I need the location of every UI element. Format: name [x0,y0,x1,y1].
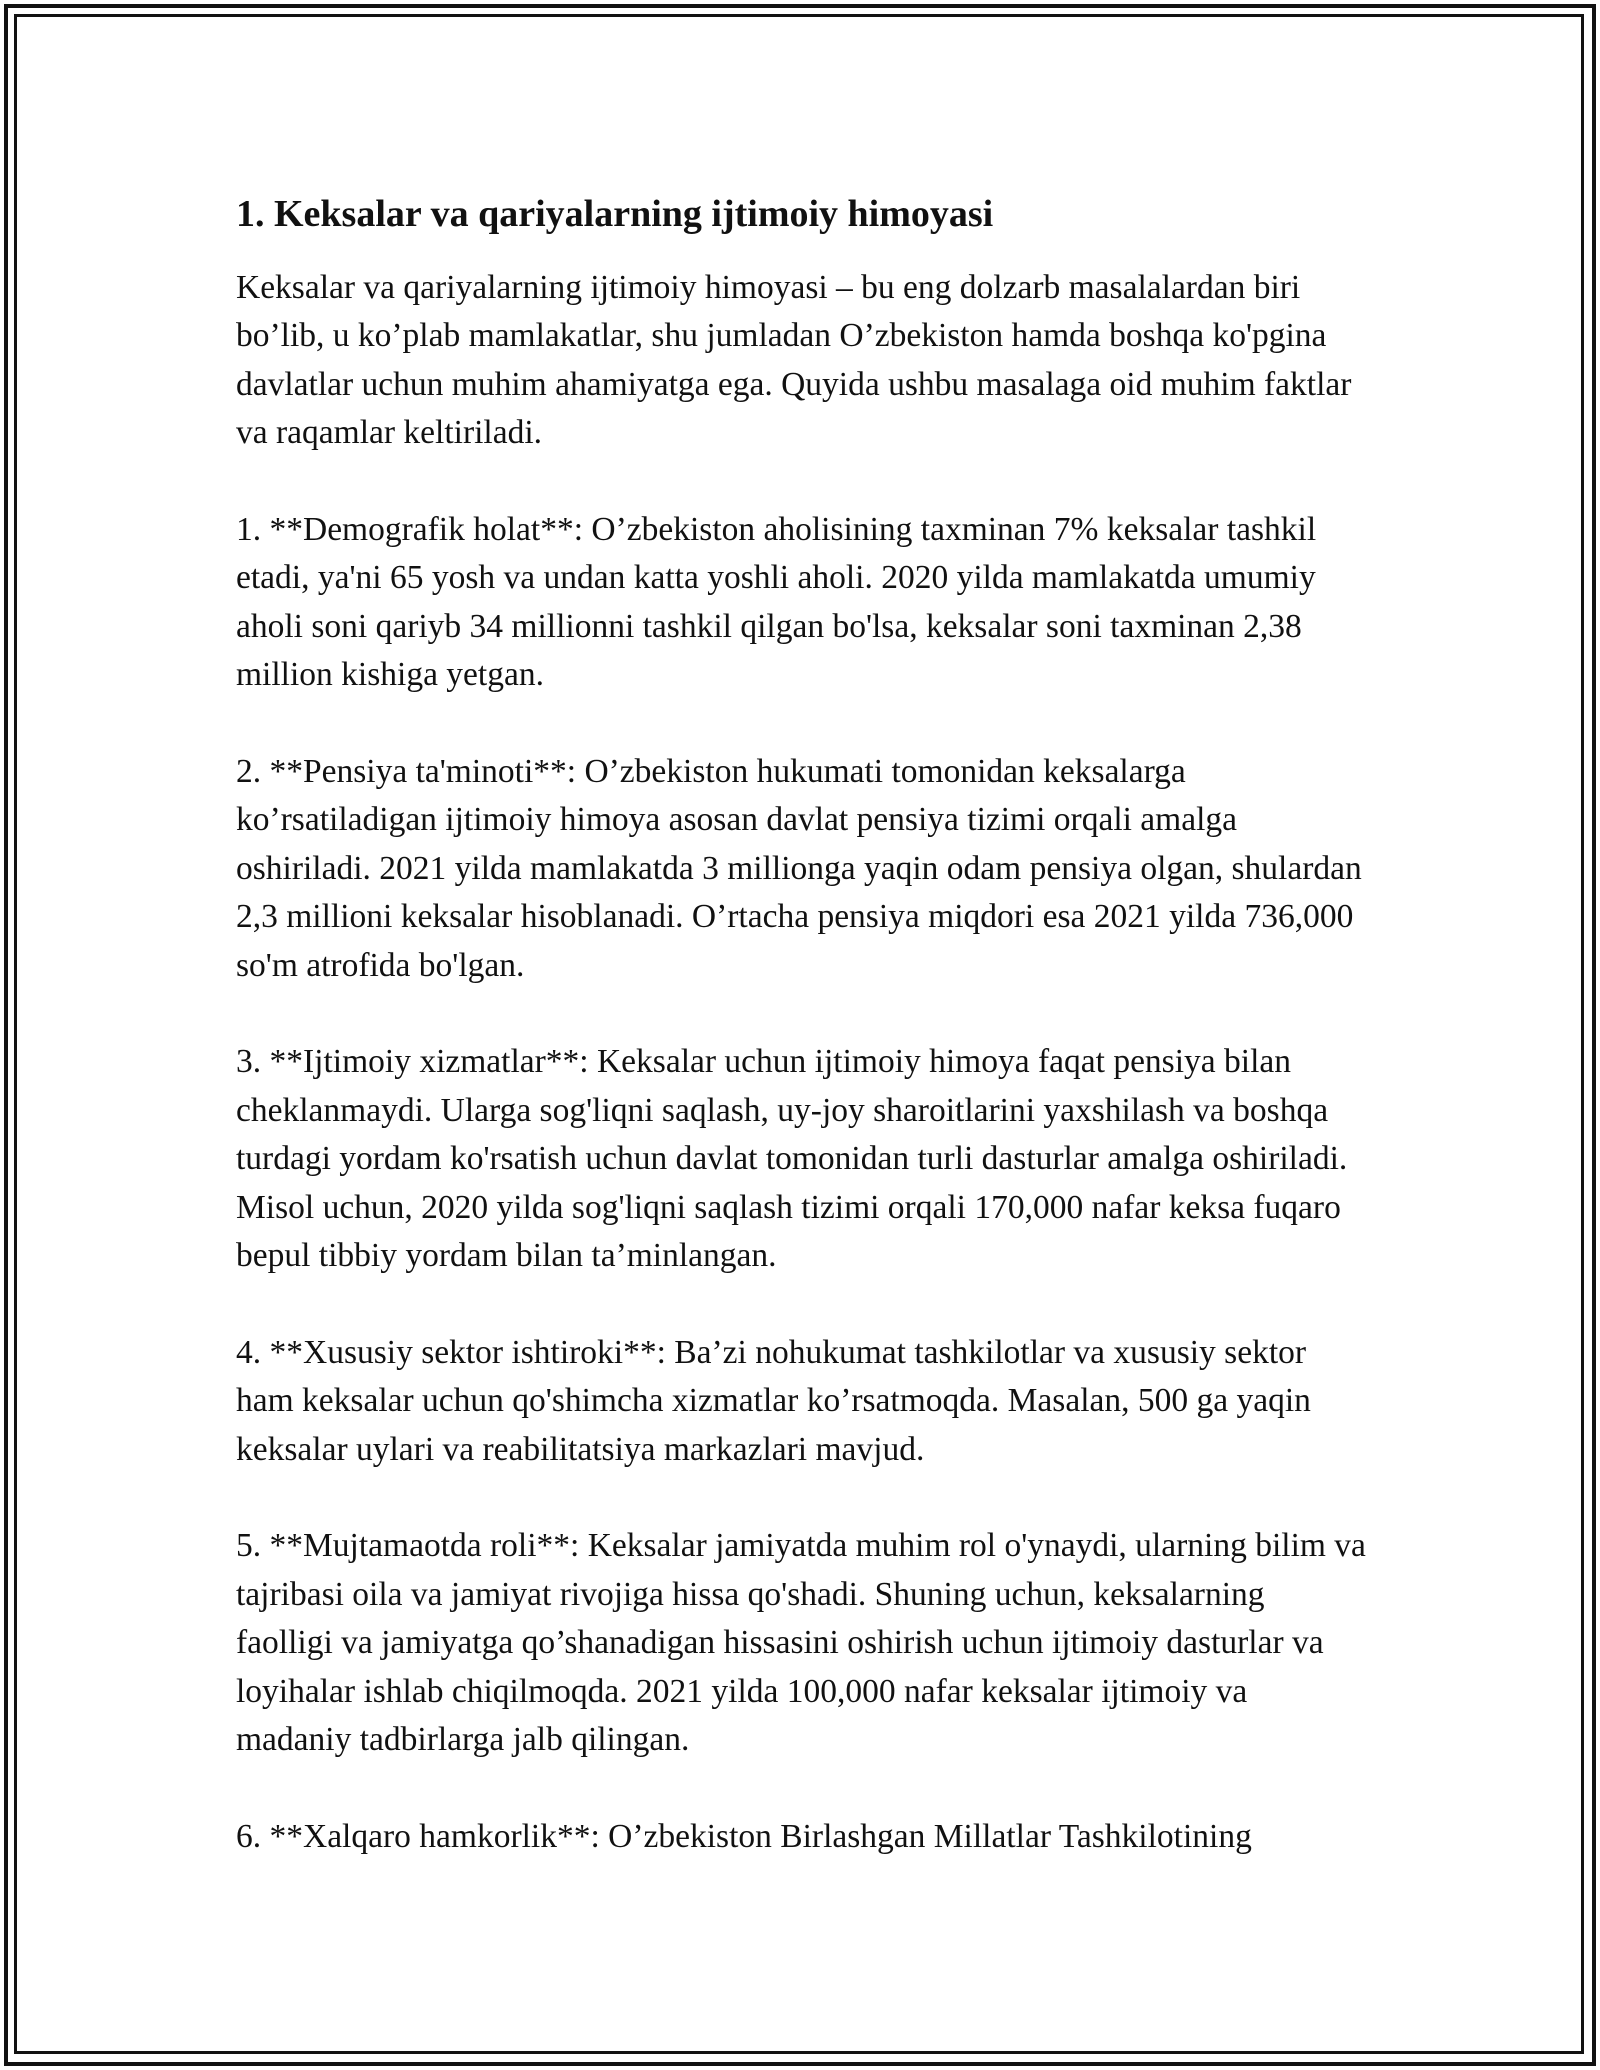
intro-paragraph: Keksalar va qariyalarning ijtimoiy himoyasi – bu eng dolzarb masalalardan biri bo’lib, u ko’plab mamlakatlar, shu jumladan O’zbekiston hamda boshqa ko'pgina davlatlar uchun muhim ahamiyatga ega. Quyida ushbu masalaga oid muhim faktlar va raqamlar keltiriladi. [236,269,1352,452]
fact-item-ijtimoiy-xizmatlar: 3. **Ijtimoiy xizmatlar**: Keksalar uchun ijtimoiy himoya faqat pensiya bilan cheklanmaydi. Ularga sog'liqni saqlash, uy-joy sharoitlarini yaxshilash va boshqa turdagi yordam ko'rsatish uchun davlat tomonidan turli dasturlar amalga oshiriladi. Misol uchun, 2020 yilda sog'liqni saqlash tizimi orqali 170,000 nafar keksa fuqaro bepul tibbiy yordam bilan ta’minlangan. [236,1043,1348,1275]
fact-item-pensiya: 2. **Pensiya ta'minoti**: O’zbekiston hukumati tomonidan keksalarga ko’rsatiladigan ijtimoiy himoya asosan davlat pensiya tizimi orqali amalga oshiriladi. 2021 yilda mamlakatda 3 millionga yaqin odam pensiya olgan, shulardan 2,3 millioni keksalar hisoblanadi. O’rtacha pensiya miqdori esa 2021 yilda 736,000 so'm atrofida bo'lgan. [236,753,1362,984]
fact-item-xalqaro-hamkorlik: 6. **Xalqaro hamkorlik**: O’zbekiston Birlashgan Millatlar Tashkilotining [236,1817,1252,1855]
fact-item-mujtamaotda-roli: 5. **Mujtamaotda roli**: Keksalar jamiyatda muhim rol o'ynaydi, ularning bilim va tajribasi oila va jamiyat rivojiga hissa qo'shadi. Shuning uchun, keksalarning faolligi va jamiyatga qo’shanadigan hissasini oshirish uchun ijtimoiy dasturlar va loyihalar ishlab chiqilmoqda. 2021 yilda 100,000 nafar keksalar ijtimoiy va madaniy tadbirlarga jalb qilingan. [236,1527,1366,1759]
fact-item-xususiy-sektor: 4. **Xususiy sektor ishtiroki**: Ba’zi nohukumat tashkilotlar va xususiy sektor ham keksalar uchun qo'shimcha xizmatlar ko’rsatmoqda. Masalan, 500 ga yaqin keksalar uylari va reabilitatsiya markazlari mavjud. [236,1333,1311,1468]
document-body [236,186,1366,1861]
section-heading: 1. Keksalar va qariyalarning ijtimoiy himoyasi [236,193,994,235]
fact-item-demografik: 1. **Demografik holat**: O’zbekiston aholisining taxminan 7% keksalar tashkil etadi, ya'ni 65 yosh va undan katta yoshli aholi. 2020 yilda mamlakatda umumiy aholi soni qariyb 34 millionni tashkil qilgan bo'lsa, keksalar soni taxminan 2,38 million kishiga yetgan. [236,511,1317,694]
